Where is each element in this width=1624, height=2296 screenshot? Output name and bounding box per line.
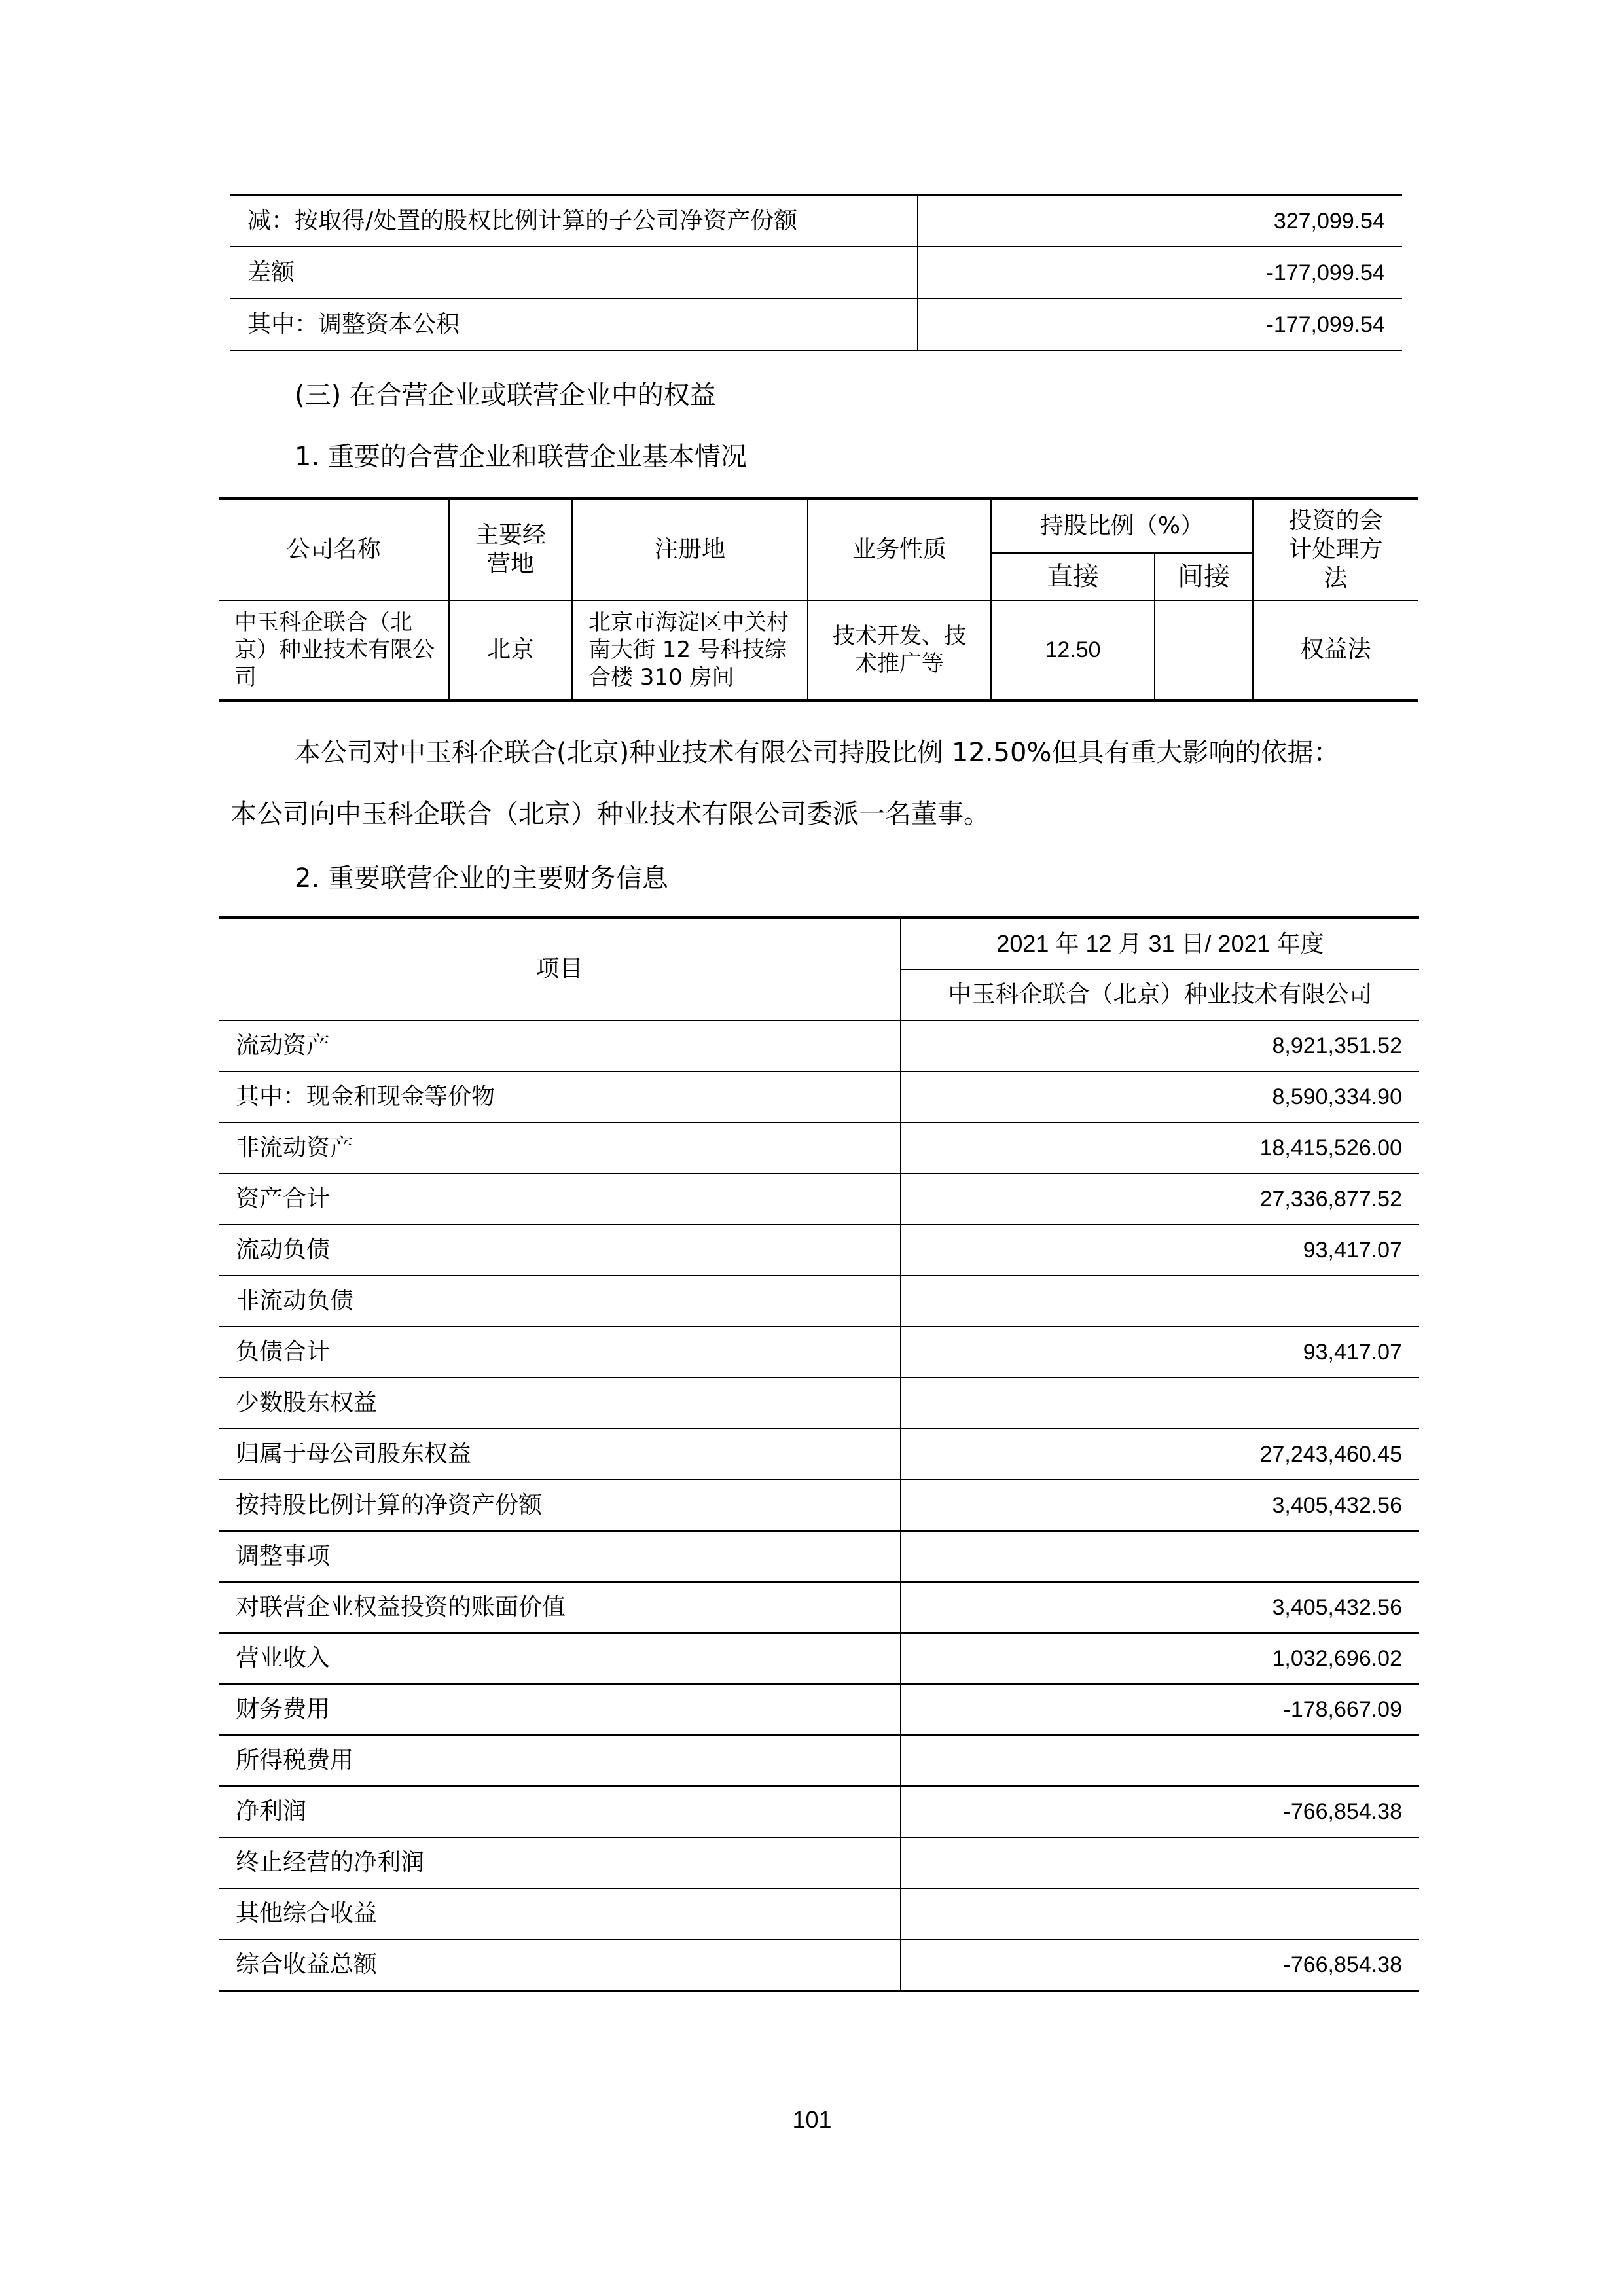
header-indirect: 间接 <box>1155 553 1253 600</box>
header-item: 项目 <box>219 918 901 1020</box>
table-row <box>219 1122 1419 1174</box>
row-value: 8,921,351.52 <box>901 1020 1419 1071</box>
row-value <box>901 1531 1419 1582</box>
row-value: -178,667.09 <box>901 1684 1419 1735</box>
jv-basic-info-table <box>219 497 1418 702</box>
row-label: 对联营企业权益投资的账面价值 <box>219 1582 901 1633</box>
table-row <box>219 1684 1419 1735</box>
table-row <box>219 1888 1419 1939</box>
influence-paragraph-line-1: 本公司对中玉科企联合(北京)种业技术有限公司持股比例 12.50%但具有重大影响的依据： <box>295 738 1340 768</box>
row-label: 差额 <box>230 247 918 298</box>
row-label: 非流动资产 <box>219 1122 901 1174</box>
company-name-cell: 中玉科企联合（北京）种业技术有限公司 <box>219 600 449 700</box>
header-direct: 直接 <box>991 553 1155 600</box>
row-value: 27,243,460.45 <box>901 1429 1419 1480</box>
row-value <box>901 1735 1419 1786</box>
row-value: 1,032,696.02 <box>901 1633 1419 1684</box>
row-label: 其中：调整资本公积 <box>230 298 918 351</box>
row-value <box>901 1888 1419 1939</box>
row-label: 其中：现金和现金等价物 <box>219 1071 901 1122</box>
subsection-1-title: 1. 重要的合营企业和联营企业基本情况 <box>295 442 747 472</box>
section-3-title: (三) 在合营企业或联营企业中的权益 <box>295 380 716 410</box>
row-value: -177,099.54 <box>918 298 1402 351</box>
equity-adjustment-table <box>230 194 1402 351</box>
row-label: 调整事项 <box>219 1531 901 1582</box>
row-value: -177,099.54 <box>918 247 1402 298</box>
table-row <box>219 1174 1419 1225</box>
row-value: 3,405,432.56 <box>901 1582 1419 1633</box>
row-value: 18,415,526.00 <box>901 1122 1419 1174</box>
row-label: 所得税费用 <box>219 1735 901 1786</box>
accounting-method-cell: 权益法 <box>1253 600 1418 700</box>
header-company-name: 公司名称 <box>219 499 449 600</box>
main-place-cell: 北京 <box>449 600 572 700</box>
business-nature-cell: 技术开发、技术推广等 <box>808 600 991 700</box>
row-label: 资产合计 <box>219 1174 901 1225</box>
header-period: 2021 年 12 月 31 日/ 2021 年度 <box>901 918 1419 969</box>
table-row <box>219 1735 1419 1786</box>
table-row <box>219 1480 1419 1531</box>
row-label: 财务费用 <box>219 1684 901 1735</box>
indirect-ratio-cell <box>1155 600 1253 700</box>
table-row <box>219 1378 1419 1429</box>
row-label: 终止经营的净利润 <box>219 1837 901 1888</box>
row-value: 8,590,334.90 <box>901 1071 1419 1122</box>
row-value <box>901 1378 1419 1429</box>
header-registered-place: 注册地 <box>572 499 808 600</box>
table-header-row <box>219 499 1418 553</box>
table-row <box>230 298 1402 351</box>
row-label: 归属于母公司股东权益 <box>219 1429 901 1480</box>
header-business-nature: 业务性质 <box>808 499 991 600</box>
table-row <box>219 1837 1419 1888</box>
table-row <box>230 247 1402 298</box>
row-value <box>901 1276 1419 1327</box>
table-row <box>219 1633 1419 1684</box>
table-row <box>219 1939 1419 1991</box>
row-label: 减：按取得/处置的股权比例计算的子公司净资产份额 <box>230 195 918 247</box>
row-label: 少数股东权益 <box>219 1378 901 1429</box>
header-accounting-method: 投资的会计处理方法 <box>1253 499 1418 600</box>
influence-paragraph-line-2: 本公司向中玉科企联合（北京）种业技术有限公司委派一名董事。 <box>230 799 990 829</box>
row-label: 营业收入 <box>219 1633 901 1684</box>
table-row <box>219 1786 1419 1837</box>
direct-ratio-cell: 12.50 <box>991 600 1155 700</box>
table-row <box>219 1531 1419 1582</box>
row-value: -766,854.38 <box>901 1786 1419 1837</box>
header-company: 中玉科企联合（北京）种业技术有限公司 <box>901 969 1419 1020</box>
table-header-row <box>219 918 1419 969</box>
row-label: 流动负债 <box>219 1225 901 1276</box>
row-label: 净利润 <box>219 1786 901 1837</box>
row-label: 负债合计 <box>219 1327 901 1378</box>
table-row <box>219 1225 1419 1276</box>
table-row <box>219 1276 1419 1327</box>
table-row <box>230 195 1402 247</box>
row-label: 非流动负债 <box>219 1276 901 1327</box>
table-row <box>219 1071 1419 1122</box>
registered-place-cell: 北京市海淀区中关村南大街 12 号科技综合楼 310 房间 <box>572 600 808 700</box>
associate-financial-table <box>219 916 1419 1992</box>
header-main-place: 主要经营地 <box>449 499 572 600</box>
table-row <box>219 1020 1419 1071</box>
row-value: 3,405,432.56 <box>901 1480 1419 1531</box>
header-holding-ratio: 持股比例（%） <box>991 499 1253 553</box>
row-value: 93,417.07 <box>901 1327 1419 1378</box>
row-value: 327,099.54 <box>918 195 1402 247</box>
subsection-2-title: 2. 重要联营企业的主要财务信息 <box>295 863 668 893</box>
table-row <box>219 1582 1419 1633</box>
row-label: 流动资产 <box>219 1020 901 1071</box>
table-row <box>219 600 1418 700</box>
row-label: 按持股比例计算的净资产份额 <box>219 1480 901 1531</box>
row-value: 27,336,877.52 <box>901 1174 1419 1225</box>
table-row <box>219 1429 1419 1480</box>
table-row <box>219 1327 1419 1378</box>
page-number: 101 <box>792 2106 832 2133</box>
row-value: -766,854.38 <box>901 1939 1419 1991</box>
row-value: 93,417.07 <box>901 1225 1419 1276</box>
row-value <box>901 1837 1419 1888</box>
row-label: 其他综合收益 <box>219 1888 901 1939</box>
row-label: 综合收益总额 <box>219 1939 901 1991</box>
